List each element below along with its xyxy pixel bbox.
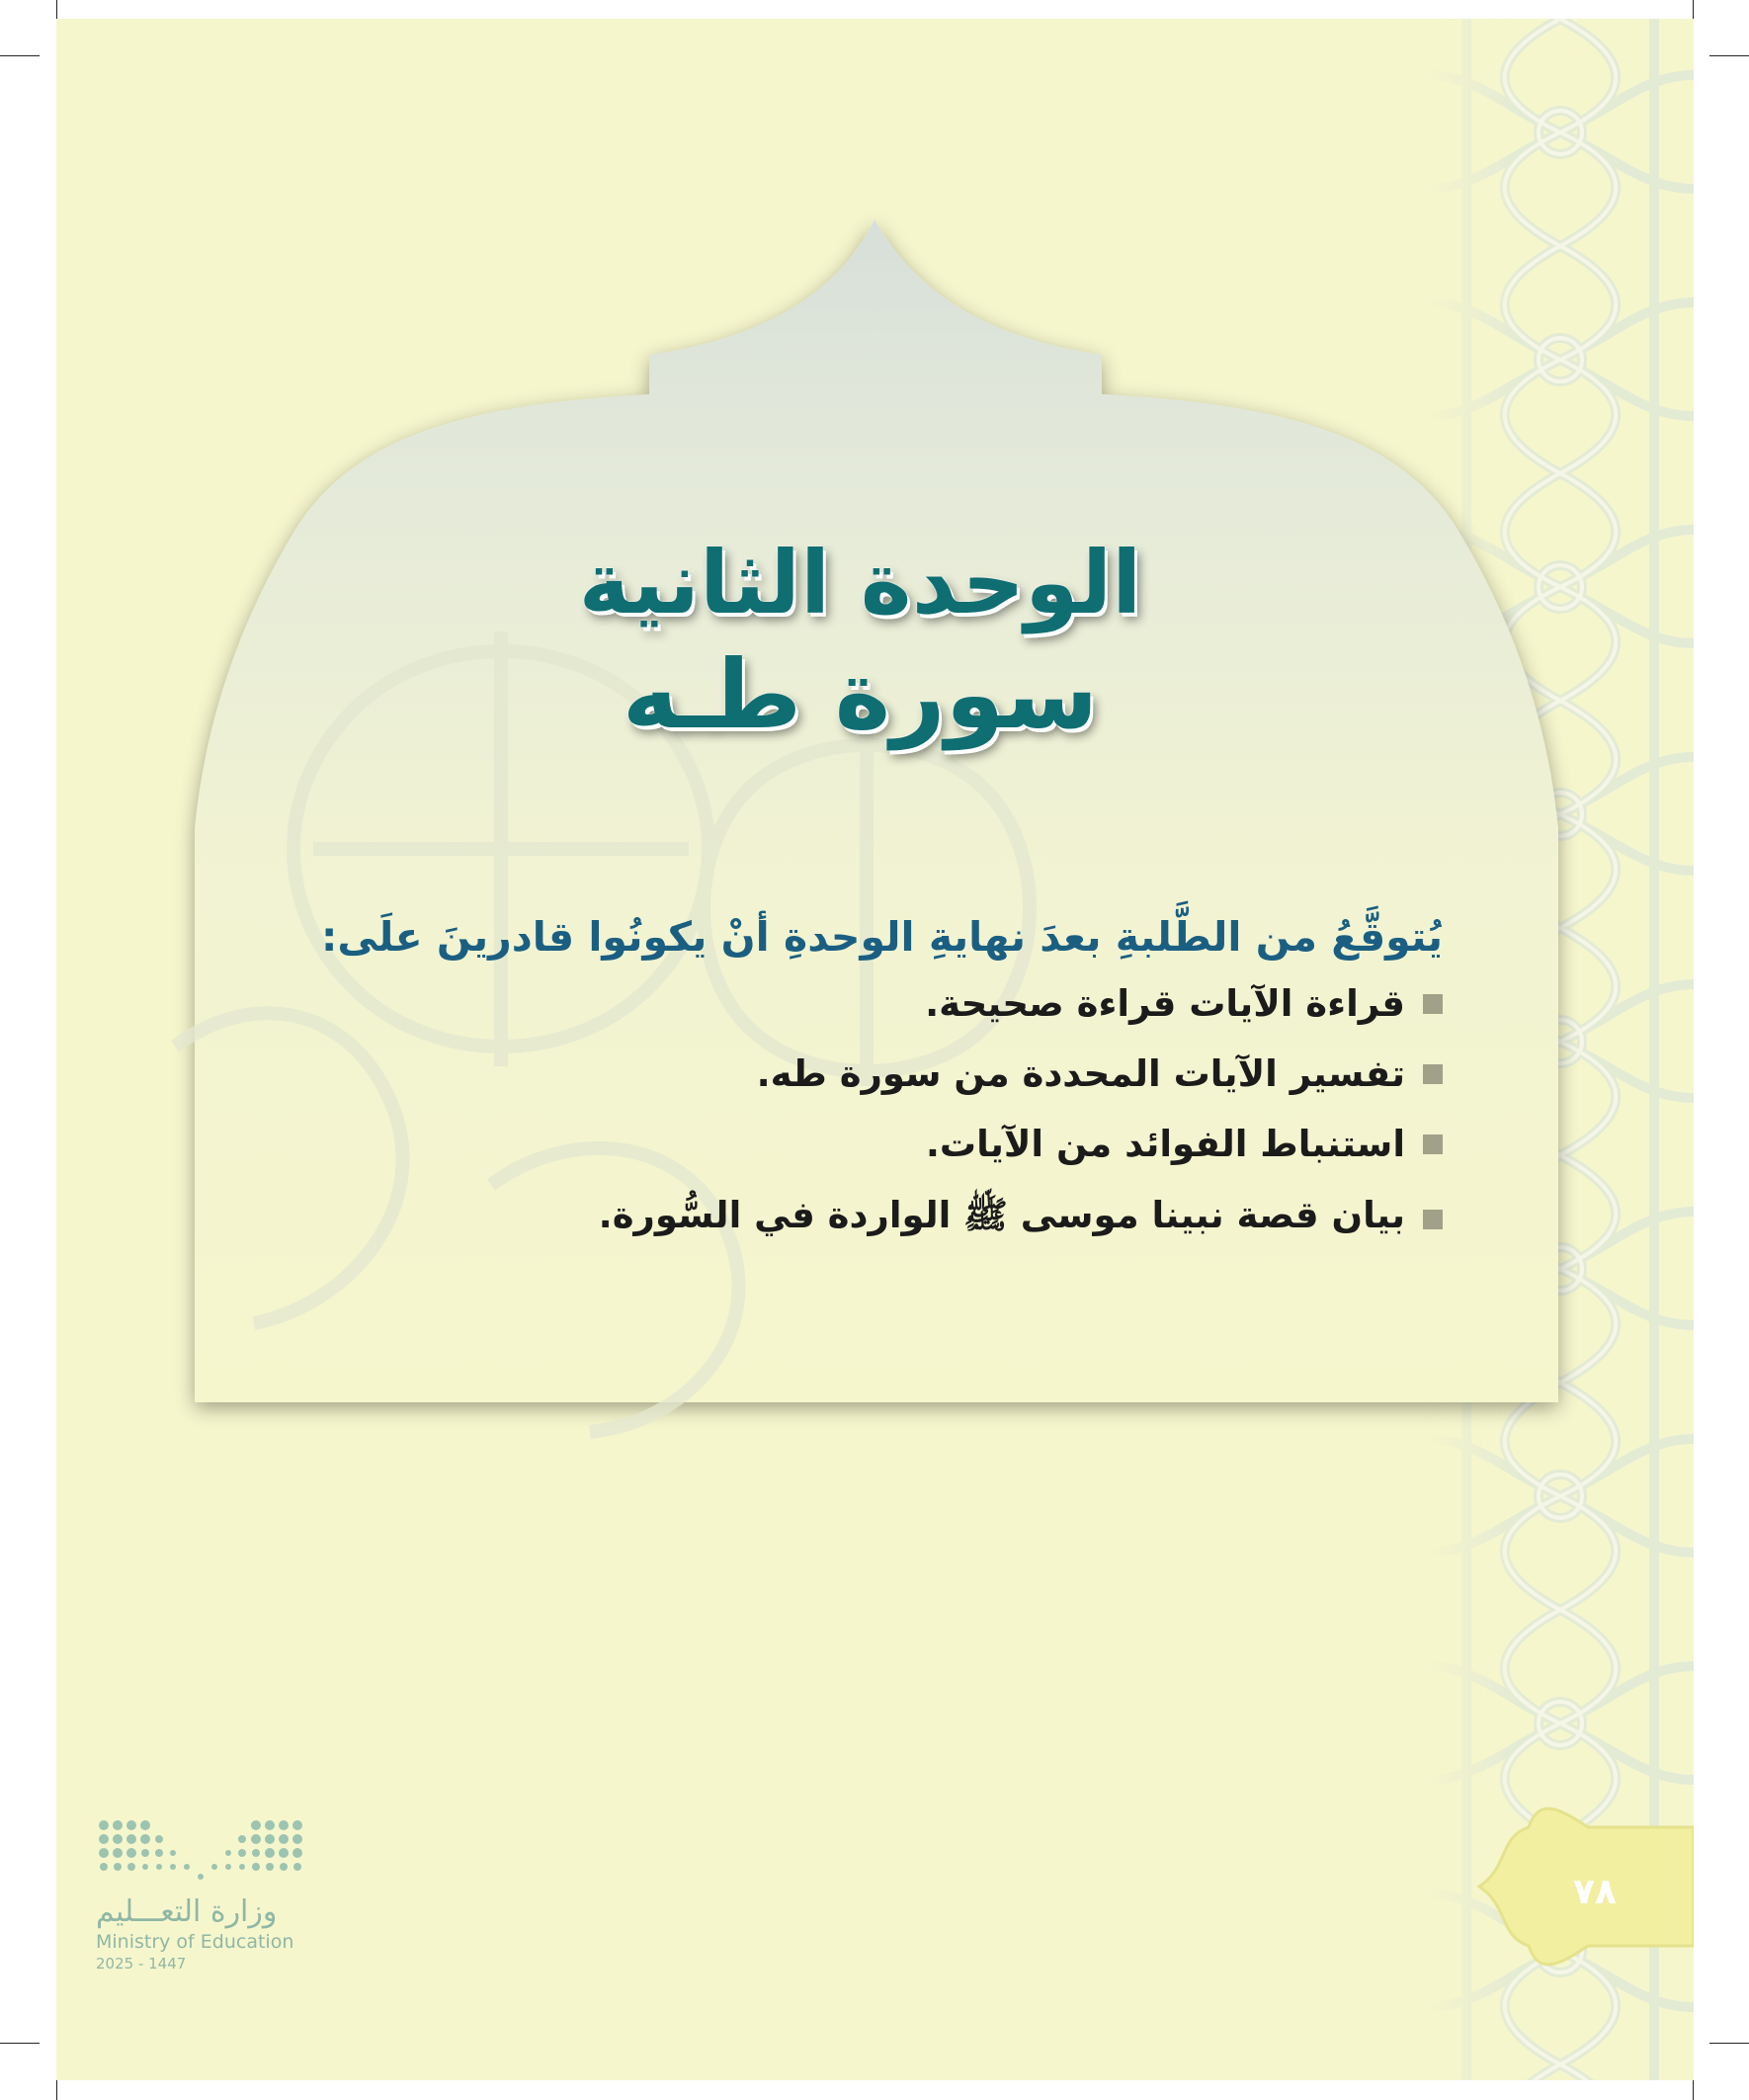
surah-title: سورة طـه [622, 639, 1099, 751]
ministry-year: 2025 - 1447 [96, 1955, 187, 1973]
objective-item [313, 982, 1443, 1025]
objective-text: قراءة الآيات قراءة صحيحة. [925, 982, 1405, 1025]
ministry-name-en: Ministry of Education [96, 1931, 294, 1953]
objective-text: تفسير الآيات المحددة من سورة طه. [756, 1052, 1405, 1095]
crop-mark-bottom-right-h [1709, 2043, 1749, 2044]
square-bullet-icon [1423, 1064, 1443, 1084]
book-page [56, 19, 1694, 2080]
square-bullet-icon [1423, 1134, 1443, 1154]
crop-mark-top-left-h [0, 55, 40, 56]
objective-item [313, 1193, 1443, 1246]
title-block [353, 533, 1368, 750]
square-bullet-icon [1423, 1210, 1443, 1229]
objective-item [313, 1123, 1443, 1165]
crop-mark-top-right-h [1709, 55, 1749, 56]
objective-text: بيان قصة نبينا موسى ﷺ الواردة في السُّورة. [598, 1194, 1405, 1236]
page-number: ٧٨ [1573, 1872, 1617, 1912]
ministry-dots-icon [96, 1817, 303, 1887]
crop-mark-bottom-left-h [0, 2043, 40, 2044]
ministry-name-ar: وزارة التعـــليم [96, 1894, 278, 1929]
square-bullet-icon [1423, 994, 1443, 1014]
unit-title: الوحدة الثانية [578, 532, 1142, 633]
objectives-list [313, 982, 1443, 1246]
ministry-logo [96, 1817, 333, 1973]
learning-objectives [313, 913, 1443, 1274]
objective-text: استنباط الفوائد من الآيات. [925, 1123, 1405, 1165]
objective-item [313, 1052, 1443, 1095]
objectives-intro: يُتوقَّعُ من الطَّلبةِ بعدَ نهايةِ الوحدةِ أنْ يكونُوا قادرينَ علَى: [320, 913, 1443, 961]
